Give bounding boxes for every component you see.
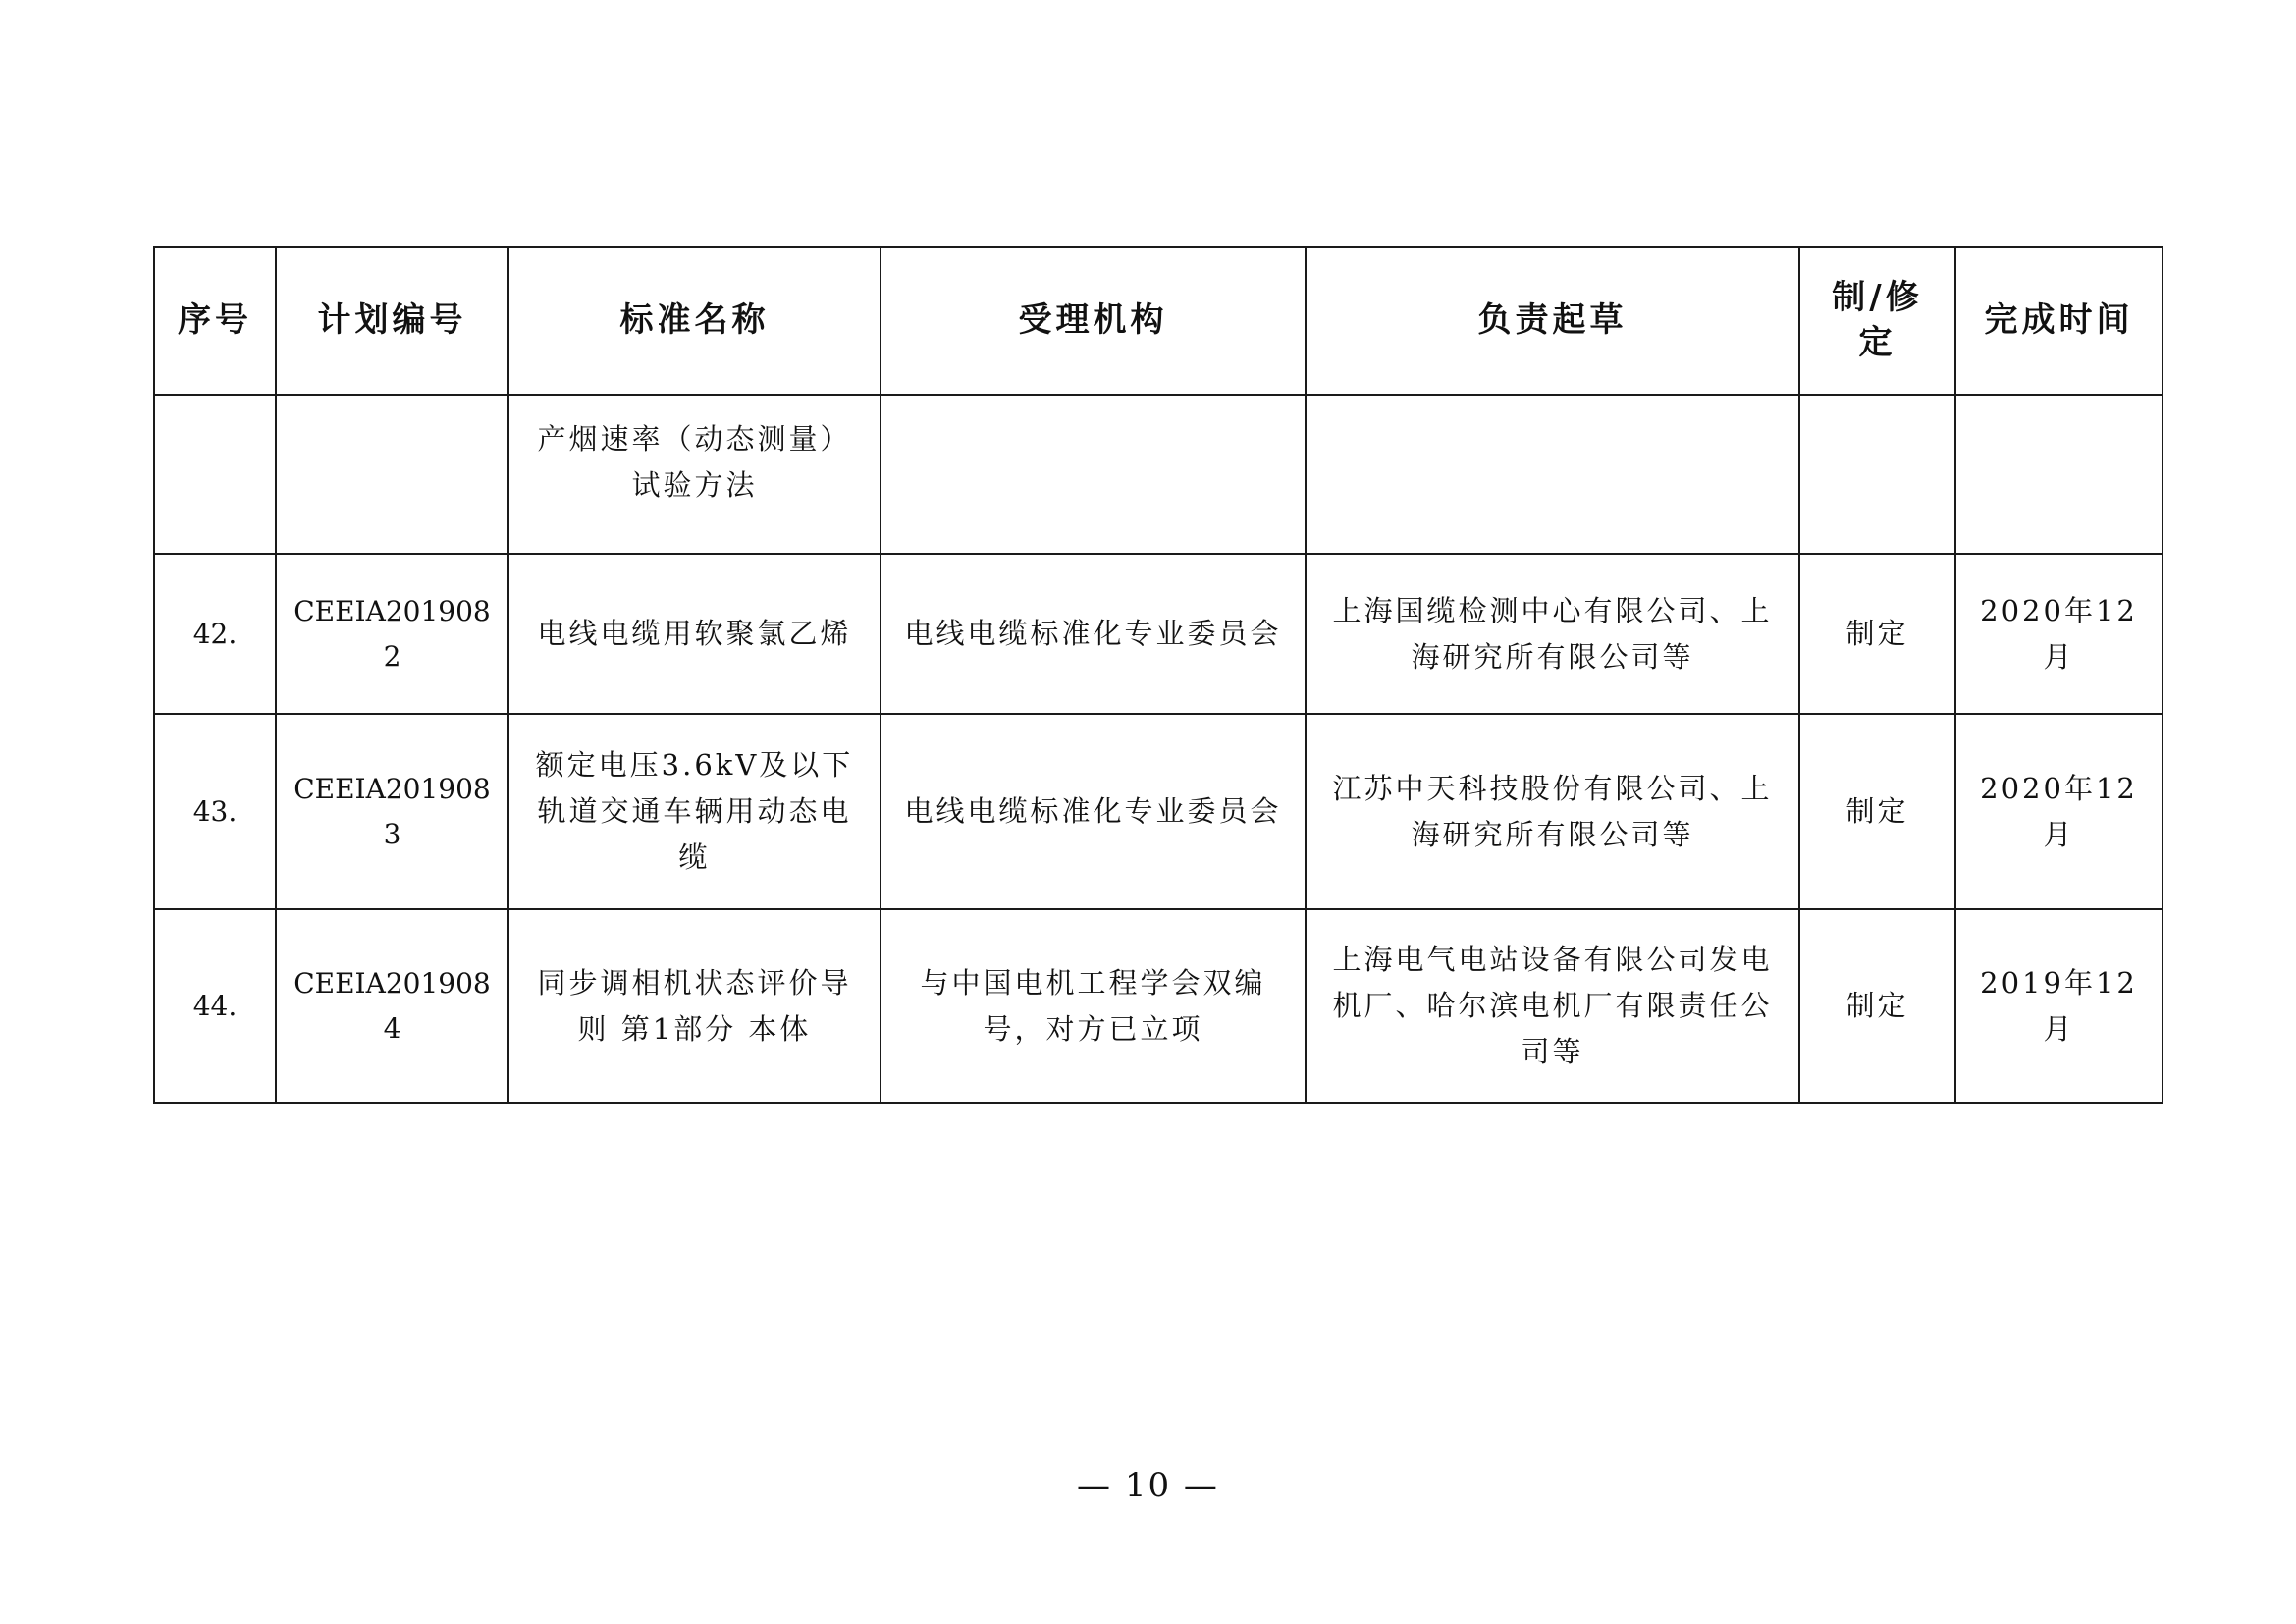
header-org: 受理机构 bbox=[881, 247, 1306, 395]
cell-plan-no bbox=[276, 395, 508, 554]
cell-type bbox=[1799, 395, 1955, 554]
cell-index: 43. bbox=[154, 714, 276, 909]
cell-type: 制定 bbox=[1799, 554, 1955, 714]
cell-type: 制定 bbox=[1799, 909, 1955, 1103]
cell-type: 制定 bbox=[1799, 714, 1955, 909]
cell-org: 电线电缆标准化专业委员会 bbox=[881, 554, 1306, 714]
cell-std-name-text: 产烟速率（动态测量）试验方法 bbox=[537, 422, 852, 502]
cell-std-name: 电线电缆用软聚氯乙烯 bbox=[508, 554, 881, 714]
cell-org bbox=[881, 395, 1306, 554]
cell-finish: 2020年12月 bbox=[1955, 714, 2163, 909]
cell-drafter: 上海国缆检测中心有限公司、上海研究所有限公司等 bbox=[1306, 554, 1799, 714]
table-row bbox=[154, 909, 2163, 1103]
standards-plan-table bbox=[153, 246, 2163, 1104]
header-type: 制/修定 bbox=[1799, 247, 1955, 395]
page-number: — 10 — bbox=[1077, 1466, 1219, 1505]
header-std-name: 标准名称 bbox=[508, 247, 881, 395]
cell-std-name: 额定电压3.6kV及以下轨道交通车辆用动态电缆 bbox=[508, 714, 881, 909]
cell-plan-no: CEEIA2019082 bbox=[276, 554, 508, 714]
cell-drafter bbox=[1306, 395, 1799, 554]
cell-index: 44. bbox=[154, 909, 276, 1103]
table-row bbox=[154, 714, 2163, 909]
cell-drafter: 上海电气电站设备有限公司发电机厂、哈尔滨电机厂有限责任公司等 bbox=[1306, 909, 1799, 1103]
cell-std-name: 同步调相机状态评价导则 第1部分 本体 bbox=[508, 909, 881, 1103]
header-plan-no: 计划编号 bbox=[276, 247, 508, 395]
cell-org: 电线电缆标准化专业委员会 bbox=[881, 714, 1306, 909]
table-row-continued bbox=[154, 395, 2163, 554]
cell-finish: 2020年12月 bbox=[1955, 554, 2163, 714]
cell-index bbox=[154, 395, 276, 554]
cell-std-name bbox=[508, 395, 881, 554]
header-index: 序号 bbox=[154, 247, 276, 395]
cell-org: 与中国电机工程学会双编号，对方已立项 bbox=[881, 909, 1306, 1103]
header-finish: 完成时间 bbox=[1955, 247, 2163, 395]
cell-finish: 2019年12月 bbox=[1955, 909, 2163, 1103]
cell-plan-no: CEEIA2019084 bbox=[276, 909, 508, 1103]
table-row bbox=[154, 554, 2163, 714]
cell-finish bbox=[1955, 395, 2163, 554]
cell-index: 42. bbox=[154, 554, 276, 714]
cell-plan-no: CEEIA2019083 bbox=[276, 714, 508, 909]
table-header-row bbox=[154, 247, 2163, 395]
cell-drafter: 江苏中天科技股份有限公司、上海研究所有限公司等 bbox=[1306, 714, 1799, 909]
header-drafter: 负责起草 bbox=[1306, 247, 1799, 395]
